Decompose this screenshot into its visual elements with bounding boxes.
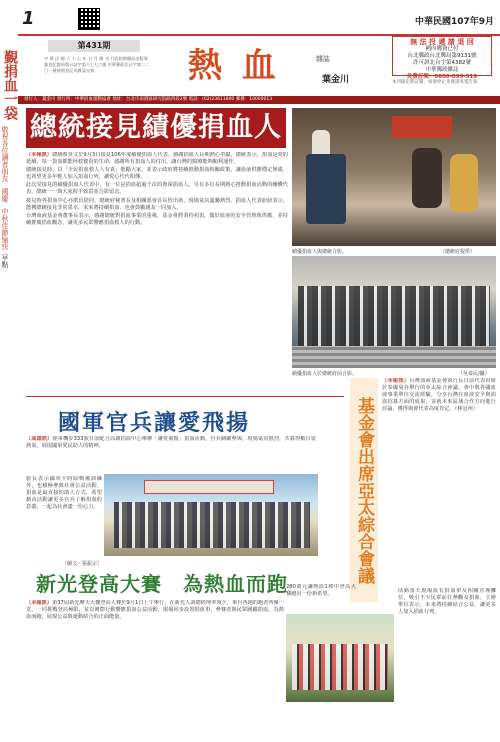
side-article-lead-tag: （本報訊） [382, 378, 410, 384]
editor-name: 葉金川 [322, 75, 350, 85]
photo2-credit: （吳泰民/攝） [458, 371, 490, 377]
sidebar-title: 捐血一袋 [2, 64, 18, 120]
article1-para-2: 總統接見時，以「全民捐血救人人有責」勉勵大家，並表示政府將持續推動捐血相關政策，讓血液供應穩定無虞，也希望更多年輕人加入捐血行列，讓愛心代代相傳。 [26, 167, 288, 181]
article1-body [26, 152, 288, 354]
article3-right-text: 280萬元讓熱血1棒中登高大賽跑出一份新希望。 [286, 584, 356, 598]
logo: 熱 血 [188, 46, 280, 86]
sidebar-note-4: 早點 [1, 254, 9, 268]
side-article-body [382, 378, 496, 604]
article1-headline: 總統接見績優捐血人代表 [26, 108, 286, 148]
reader-note: 本刊採定期訂閱，如欲停止寄發請來電告知 [392, 80, 478, 85]
logo-subtitle: 雜誌 [316, 55, 330, 63]
postal-line-4: 中華郵政雜誌 [425, 67, 459, 73]
issue-date: 中華民國107年9月 [414, 17, 494, 27]
military-donation-photo [104, 474, 318, 556]
section-divider [26, 396, 344, 397]
article3-body [26, 600, 284, 720]
photo1-caption: 績優捐血人與總統合影。 [292, 249, 348, 255]
page-number: 1 [22, 8, 35, 29]
article1-para-1: 總統蔡英文於9月3日接見106年度績優捐血人代表，感謝捐血人長期熱心奉獻，總統表示，捐血是愛的延續，每一袋血都能拯救寶貴的生命，感謝所有捐血人的付出，讓台灣的醫療能夠順利運作。 [26, 152, 288, 166]
article3-headline: 新光登高大賽 為熱血而跑 [36, 572, 288, 596]
sidebar-big-char: 覲 [2, 50, 18, 64]
sidebar-note-3: 中秋佳節愉快 [1, 208, 9, 250]
president-meeting-photo [292, 108, 496, 246]
postal-line-3: 許可證北台字第4382號 [413, 60, 471, 66]
sidebar-note-1: 敬祝各位讀者朋友 [1, 126, 9, 182]
article2-headline: 國軍官兵讓愛飛揚 [58, 410, 251, 436]
top-bar [18, 8, 500, 32]
article2-column: 旅長表示國軍平時除戰備訓練外，也積極參與社會公益活動，捐血是最直接的助人方式，希望藉由活動讓更多官兵了解捐血的意義，一起為社會盡一份心力。 [26, 476, 102, 511]
postal-line-1: 國內郵資已付 [425, 46, 459, 52]
postal-info-box [392, 36, 492, 80]
article2-lead-tag: （高雄訊） [26, 436, 53, 442]
contact-bar: 發行人：葉金川 發行所：中華捐血運動協會 地址：台北市南港區研究院路四段2號 電話：(02)23611800 郵撥：10000013 [18, 96, 500, 104]
article2-lead-text: 陸軍機步333旅日前配合高雄捐血中心舉辦「讓愛飛揚」捐血活動，官兵踴躍參與，現場氣氛熱烈，共募得數百袋熱血，展現國軍愛民助人的精神。 [26, 436, 316, 450]
article3-side-text: 活動當天現場設有捐血車及相關宣導攤位，吸引不少民眾前往參觀及捐血，主辦單位表示，未來將持續結合公益，讓更多人加入捐血行列。 [398, 588, 496, 616]
side-article-headline: 基金會出席亞太綜合會議 [350, 378, 378, 602]
article1-para-5: 台灣血液基金會董事長表示，感謝總統對捐血事業的重視，基金會將秉持初衷，做好血液的安全管理與供應，並持續推廣捐血觀念，讓更多民眾響應捐血救人的行動。 [26, 212, 288, 226]
sidebar-note-2: 國慶 [1, 188, 9, 202]
article1-para-4: 接見時各捐血中心亦派員陪同，總統府秘書長及相關部會首長皆出席，現場氣氛溫馨熱烈。捐血人代表紛紛表示，能獲總統接見非常榮幸，未來將持續捐血，也會鼓勵親友一同加入。 [26, 197, 288, 211]
left-sidebar [0, 50, 16, 742]
postal-line-2: 台北郵政台北郵局第9131號 [407, 53, 477, 59]
group-photo [292, 256, 496, 368]
article3-text: 第37屆新光摩天大樓登高大賽於9月1日上午舉行，在新光人壽總經理率領下，來自各地的跑者齊聚一堂，一同挑戰登高極限，並以實際行動響應捐血公益活動，現場同步設置捐血車，參賽者與民眾踴躍捐血，為熱血而跑，展現公益與運動結合的正面能量。 [26, 600, 284, 621]
photo2-caption: 績優捐血人於總統府前合影。 [292, 371, 358, 377]
issue-number: 第431期 [48, 40, 140, 52]
article3-lead-tag: （本報訊） [26, 600, 53, 606]
side-article-text: 台灣血液基金會執行長日前代表出席於泰國曼谷舉行的亞太綜合會議，會中與各國血液事業單位交流經驗，分享台灣在血液安全與捐血招募方面的成果，並就未來區域合作方向進行討論，獲得與會代表高度肯定。（林冠州） [382, 378, 496, 413]
service-line: 免費訂閱：0800-099-519 [406, 74, 478, 80]
race-photo [286, 614, 394, 702]
photo3-credit: （圖文／張振宗） [62, 561, 103, 567]
masthead [18, 34, 500, 94]
qr-code-icon[interactable] [78, 8, 100, 30]
article2-lead [26, 436, 316, 474]
article1-para-3: 此次受接見的績優捐血人代表中，有一位是捐血超過千次的資深捐血人，另有多位長期熱心推動捐血活動的團體代表，總統一一與大家握手致意並合影留念。 [26, 182, 288, 196]
registration-info: 中 華 民 國 六 十 七 年 五 月 創 刊 行政院新聞局出版事業登記證局版台誌字第八七七○號 中華郵政北台字第二二〇一號執照登記為雜誌交寄 [44, 56, 150, 73]
photo1-credit: （總統府提供） [440, 249, 476, 255]
article1-lead-tag: （本報訊） [26, 152, 53, 158]
postal-title: 無 法 投 遞 請 退 回 [410, 38, 474, 46]
